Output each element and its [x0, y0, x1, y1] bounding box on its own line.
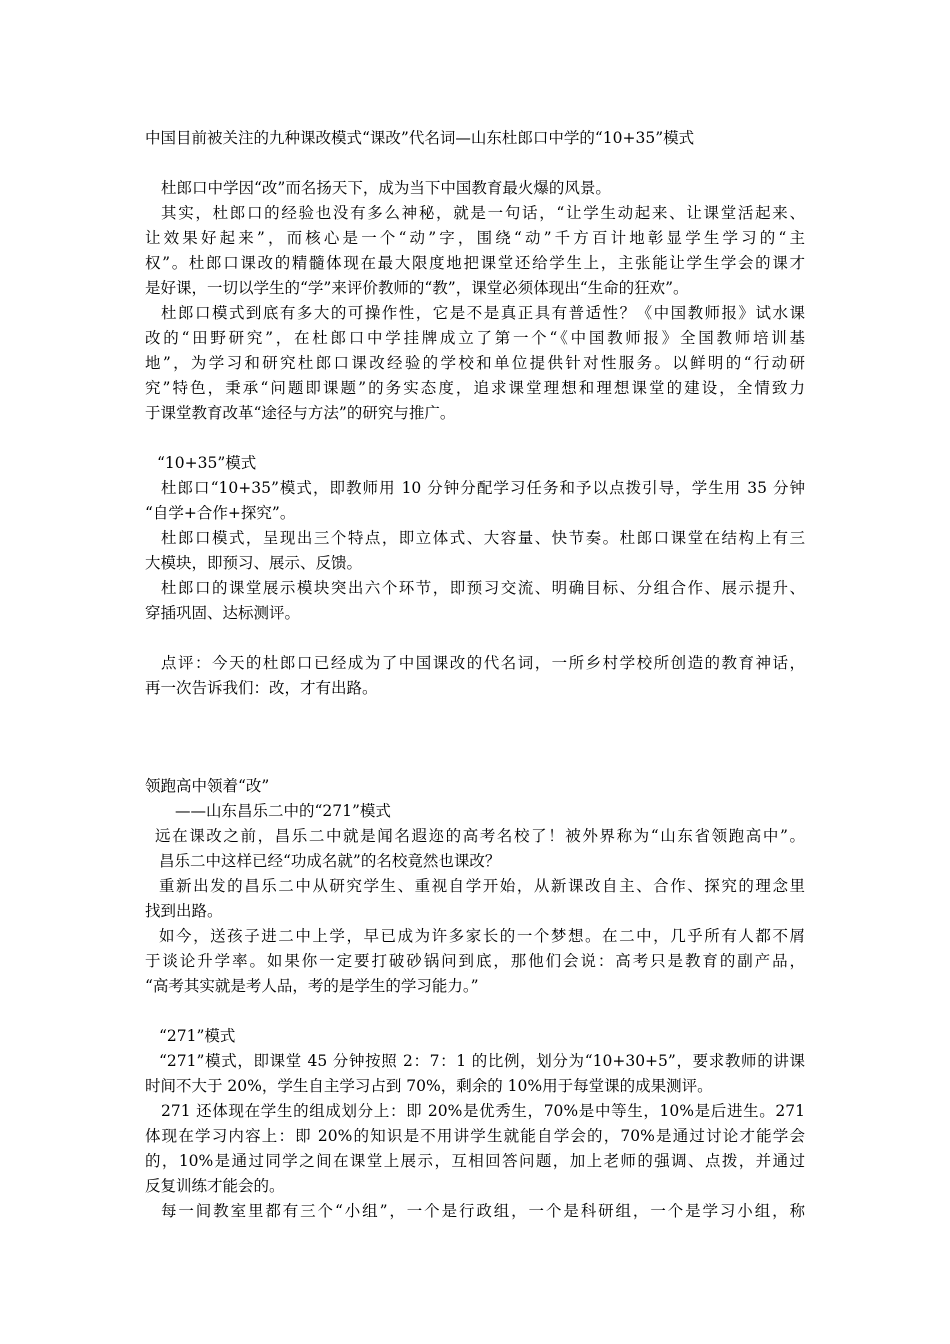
paragraph-line: 反复训练才能会的。: [145, 1177, 285, 1195]
section-subtitle: ——山东昌乐二中的“271”模式: [175, 802, 391, 820]
paragraph-line: 究”特色，秉承“问题即课题”的务实态度，追求课堂理想和理想课堂的建设，全情致力: [145, 379, 805, 397]
paragraph-line: 昌乐二中这样已经“功成名就”的名校竟然也课改？: [159, 852, 501, 870]
article-title: 中国目前被关注的九种课改模式“课改”代名词—山东杜郎口中学的“10+35”模式: [145, 129, 695, 147]
paragraph-line: 找到出路。: [145, 902, 223, 920]
paragraph-line: 时间不大于 20%，学生自主学习占到 70%，剩余的 10%用于每堂课的成果测评。: [145, 1077, 713, 1095]
paragraph-line: 改的“田野研究”，在杜郎口中学挂牌成立了第一个“《中国教师报》全国教师培训基: [145, 329, 805, 347]
paragraph-line: 杜郎口模式，呈现出三个特点，即立体式、大容量、快节奏。杜郎口课堂在结构上有三: [161, 529, 805, 547]
paragraph-line: 如今，送孩子进二中上学，早已成为许多家长的一个梦想。在二中，几乎所有人都不屑: [159, 927, 805, 945]
paragraph-line: 的，10%是通过同学之间在课堂上展示，互相回答问题，加上老师的强调、点拨，并通过: [145, 1152, 805, 1170]
paragraph-line: 穿插巩固、达标测评。: [145, 604, 301, 622]
paragraph-line: 重新出发的昌乐二中从研究学生、重视自学开始，从新课改自主、合作、探究的理念里: [159, 877, 805, 895]
section-heading: “10+35”模式: [157, 454, 257, 472]
paragraph-line: “高考其实就是考人品，考的是学生的学习能力。”: [145, 977, 479, 995]
paragraph-line: 远在课改之前，昌乐二中就是闻名遐迩的高考名校了！被外界称为“山东省领跑高中”。: [155, 827, 805, 845]
paragraph-line: 地”，为学习和研究杜郎口课改经验的学校和单位提供针对性服务。以鲜明的“行动研: [145, 354, 805, 372]
section-heading: “271”模式: [159, 1027, 236, 1045]
comment-line: 再一次告诉我们：改，才有出路。: [145, 679, 378, 697]
paragraph-line: 每一间教室里都有三个“小组”，一个是行政组，一个是科研组，一个是学习小组，称: [161, 1202, 805, 1220]
paragraph-line: 其实，杜郎口的经验也没有多么神秘，就是一句话，“让学生动起来、让课堂活起来、: [161, 204, 805, 222]
paragraph-line: “271”模式，即课堂 45 分钟按照 2：7：1 的比例，划分为“10+30+5”，要求教师的讲课: [159, 1052, 805, 1070]
paragraph-line: 于课堂教育改革“途径与方法”的研究与推广。: [145, 404, 456, 422]
paragraph-line: 杜郎口模式到底有多大的可操作性，它是不是真正具有普适性？《中国教师报》试水课: [161, 304, 805, 322]
paragraph-line: 于谈论升学率。如果你一定要打破砂锅问到底，那他们会说：高考只是教育的副产品，: [145, 952, 805, 970]
paragraph-line: 杜郎口的课堂展示模块突出六个环节，即预习交流、明确目标、分组合作、展示提升、: [161, 579, 805, 597]
section-title: 领跑高中领着“改”: [145, 777, 270, 795]
paragraph-line: 体现在学习内容上：即 20%的知识是不用讲学生就能自学会的，70%是通过讨论才能学会: [145, 1127, 805, 1145]
paragraph-line: 是好课，一切以学生的“学”来评价教师的“教”，课堂必须体现出“生命的狂欢”。: [145, 279, 689, 297]
paragraph-line: 271 还体现在学生的组成划分上：即 20%是优秀生，70%是中等生，10%是后进生。271: [161, 1102, 805, 1120]
paragraph-line: 让效果好起来”，而核心是一个“动”字，围绕“动”千方百计地彰显学生学习的“主: [145, 229, 805, 247]
paragraph-line: “自学+合作+探究”。: [145, 504, 296, 522]
paragraph-line: 权”。杜郎口课改的精髓体现在最大限度地把课堂还给学生上，主张能让学生学会的课才: [145, 254, 805, 272]
paragraph-line: 杜郎口“10+35”模式，即教师用 10 分钟分配学习任务和予以点拨引导，学生用 35 分钟: [161, 479, 805, 497]
paragraph-line: 杜郎口中学因“改”而名扬天下，成为当下中国教育最火爆的风景。: [161, 179, 611, 197]
comment-line: 点评：今天的杜郎口已经成为了中国课改的代名词，一所乡村学校所创造的教育神话，: [161, 654, 805, 672]
paragraph-line: 大模块，即预习、展示、反馈。: [145, 554, 363, 572]
